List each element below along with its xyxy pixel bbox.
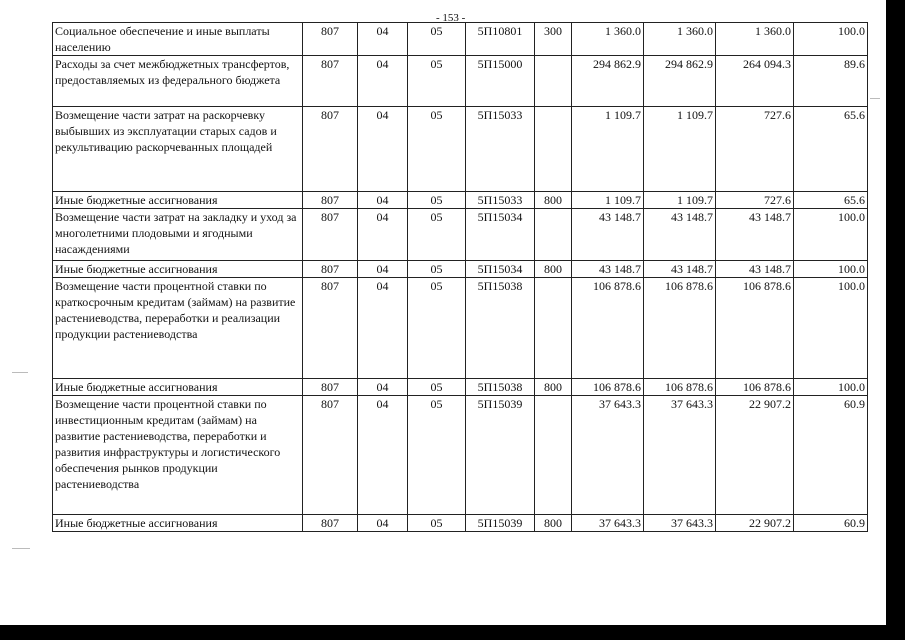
subsection-code: 05 [408, 278, 466, 379]
executed-amount: 43 148.7 [716, 261, 794, 278]
subsection-code: 05 [408, 379, 466, 396]
subsection-code: 05 [408, 23, 466, 56]
admin-code: 807 [303, 396, 358, 515]
scan-speck [12, 548, 30, 549]
row-name: Возмещение части затрат на раскорчевку выбывших из эксплуатации старых садов и рекультивацию раскорчеванных площадей [53, 107, 303, 192]
refined-amount: 37 643.3 [644, 396, 716, 515]
execution-percent: 100.0 [794, 209, 868, 261]
subsection-code: 05 [408, 56, 466, 107]
table-row [53, 107, 868, 192]
subsection-code: 05 [408, 192, 466, 209]
expense-code: 800 [535, 515, 572, 532]
section-code: 04 [358, 261, 408, 278]
expense-code [535, 209, 572, 261]
executed-amount: 43 148.7 [716, 209, 794, 261]
execution-percent: 100.0 [794, 278, 868, 379]
row-name: Возмещение части процентной ставки по инвестиционным кредитам (займам) на развитие растениеводства, переработки и развития инфраструктуры и логистического обеспечения рынков продукции растениеводства [53, 396, 303, 515]
table-row [53, 23, 868, 56]
subsection-code: 05 [408, 107, 466, 192]
target-code: 5П15034 [466, 209, 535, 261]
row-name: Иные бюджетные ассигнования [53, 261, 303, 278]
table-row [53, 209, 868, 261]
target-code: 5П15033 [466, 107, 535, 192]
expense-code: 800 [535, 261, 572, 278]
row-name: Иные бюджетные ассигнования [53, 192, 303, 209]
target-code: 5П15039 [466, 396, 535, 515]
subsection-code: 05 [408, 209, 466, 261]
row-name: Социальное обеспечение и иные выплаты населению [53, 23, 303, 56]
refined-amount: 1 109.7 [644, 107, 716, 192]
table-row [53, 379, 868, 396]
refined-amount: 106 878.6 [644, 278, 716, 379]
refined-amount: 1 360.0 [644, 23, 716, 56]
target-code: 5П15038 [466, 278, 535, 379]
plan-amount: 1 360.0 [572, 23, 644, 56]
executed-amount: 1 360.0 [716, 23, 794, 56]
admin-code: 807 [303, 56, 358, 107]
expense-code: 300 [535, 23, 572, 56]
expense-code: 800 [535, 192, 572, 209]
section-code: 04 [358, 23, 408, 56]
plan-amount: 37 643.3 [572, 396, 644, 515]
section-code: 04 [358, 192, 408, 209]
admin-code: 807 [303, 261, 358, 278]
plan-amount: 106 878.6 [572, 278, 644, 379]
subsection-code: 05 [408, 515, 466, 532]
executed-amount: 22 907.2 [716, 515, 794, 532]
budget-table [52, 22, 868, 532]
target-code: 5П15000 [466, 56, 535, 107]
refined-amount: 43 148.7 [644, 261, 716, 278]
execution-percent: 100.0 [794, 379, 868, 396]
execution-percent: 60.9 [794, 515, 868, 532]
plan-amount: 106 878.6 [572, 379, 644, 396]
expense-code [535, 107, 572, 192]
plan-amount: 294 862.9 [572, 56, 644, 107]
target-code: 5П15034 [466, 261, 535, 278]
table-row [53, 261, 868, 278]
expense-code [535, 278, 572, 379]
scan-speck [870, 98, 880, 99]
section-code: 04 [358, 56, 408, 107]
expense-code: 800 [535, 379, 572, 396]
executed-amount: 22 907.2 [716, 396, 794, 515]
execution-percent: 65.6 [794, 192, 868, 209]
table-row [53, 515, 868, 532]
section-code: 04 [358, 278, 408, 379]
section-code: 04 [358, 379, 408, 396]
scan-speck [12, 372, 28, 373]
admin-code: 807 [303, 515, 358, 532]
execution-percent: 100.0 [794, 23, 868, 56]
refined-amount: 43 148.7 [644, 209, 716, 261]
admin-code: 807 [303, 192, 358, 209]
admin-code: 807 [303, 379, 358, 396]
target-code: 5П15033 [466, 192, 535, 209]
executed-amount: 727.6 [716, 107, 794, 192]
row-name: Возмещение части затрат на закладку и уход за многолетними плодовыми и ягодными насаждениями [53, 209, 303, 261]
target-code: 5П10801 [466, 23, 535, 56]
table-row [53, 56, 868, 107]
target-code: 5П15039 [466, 515, 535, 532]
subsection-code: 05 [408, 396, 466, 515]
refined-amount: 106 878.6 [644, 379, 716, 396]
plan-amount: 1 109.7 [572, 192, 644, 209]
execution-percent: 60.9 [794, 396, 868, 515]
execution-percent: 100.0 [794, 261, 868, 278]
expense-code [535, 396, 572, 515]
execution-percent: 89.6 [794, 56, 868, 107]
row-name: Расходы за счет межбюджетных трансфертов, предоставляемых из федерального бюджета [53, 56, 303, 107]
execution-percent: 65.6 [794, 107, 868, 192]
section-code: 04 [358, 107, 408, 192]
row-name: Возмещение части процентной ставки по краткосрочным кредитам (займам) на развитие растениеводства, переработки и реализации продукции растениеводства [53, 278, 303, 379]
refined-amount: 1 109.7 [644, 192, 716, 209]
admin-code: 807 [303, 278, 358, 379]
table-row [53, 192, 868, 209]
page-number: - 153 - [436, 12, 466, 24]
admin-code: 807 [303, 107, 358, 192]
row-name: Иные бюджетные ассигнования [53, 515, 303, 532]
subsection-code: 05 [408, 261, 466, 278]
plan-amount: 1 109.7 [572, 107, 644, 192]
executed-amount: 106 878.6 [716, 379, 794, 396]
executed-amount: 264 094.3 [716, 56, 794, 107]
plan-amount: 43 148.7 [572, 261, 644, 278]
executed-amount: 727.6 [716, 192, 794, 209]
admin-code: 807 [303, 209, 358, 261]
plan-amount: 37 643.3 [572, 515, 644, 532]
refined-amount: 37 643.3 [644, 515, 716, 532]
executed-amount: 106 878.6 [716, 278, 794, 379]
scan-edge-right [886, 0, 905, 640]
refined-amount: 294 862.9 [644, 56, 716, 107]
table-row [53, 396, 868, 515]
scan-edge-bottom [0, 625, 905, 640]
admin-code: 807 [303, 23, 358, 56]
section-code: 04 [358, 209, 408, 261]
plan-amount: 43 148.7 [572, 209, 644, 261]
table-row [53, 278, 868, 379]
row-name: Иные бюджетные ассигнования [53, 379, 303, 396]
expense-code [535, 56, 572, 107]
section-code: 04 [358, 396, 408, 515]
target-code: 5П15038 [466, 379, 535, 396]
section-code: 04 [358, 515, 408, 532]
